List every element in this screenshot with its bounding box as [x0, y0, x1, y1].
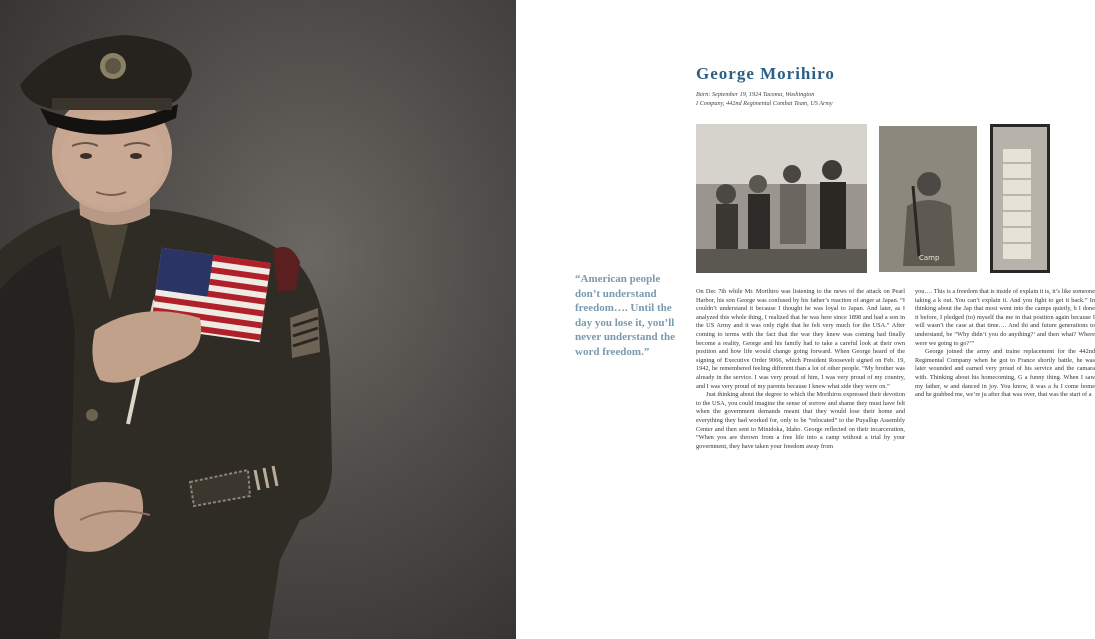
paragraph: you…. This is a freedom that is inside of explain it is, it’s like someone taking a k out. You can’t explain it. And you fight to get it back.” In thinking about the Jap that most went into the camps quietly, h I done it before, I pledged (to) myself tha me in that position again because I will wasn’t the case at that time…. And thi and future generations to understand, be “Why didn’t you do anything?’ and then what? Where were we going to go?’” — [915, 288, 1095, 347]
paragraph: Just thinking about the degree to which the Morihiros expressed their devotion to the USA, you could imagine the sense of sorrow and shame they must have felt when the government demands meant that they would lose their home and everything they had worked for, only to be “relocated” to the Puyallup Assembly Center and then sent to Minidoka, Idaho. George reflected on their incarceration, “When you are thrown from a free life into a camp without a trial by your government, they have taken your freedom away from — [696, 391, 905, 450]
right-page-article — [516, 0, 1095, 639]
birth-info: Born: September 19, 1924 Tacoma, Washington — [696, 91, 815, 98]
oval-photo-caption: Camp — [919, 254, 940, 262]
body-column-2 — [915, 288, 1095, 498]
page-title — [696, 64, 835, 84]
body-column-1 — [696, 288, 905, 636]
pull-quote: “American people don’t understand freedom…. Until the day you lose it, you’ll never understand the word freedom.” — [575, 273, 676, 358]
paragraph: George joined the army and traine replacement for the 442nd Regimental Company when he got to France shortly battle, he was later wounded and earned very proud of his service and the camara with. Thinking about his homecoming, G a funny thing. When I saw my father, w and danced in joy. You know, it was a fu I come home and he grabbed me, we’re ju after that was over, that was the start of a — [915, 348, 1095, 399]
group-photo — [696, 124, 867, 273]
unit-info: I Company, 442nd Regimental Combat Team, US Army — [696, 100, 833, 107]
oval-soldier-photo — [879, 126, 977, 272]
left-page-portrait — [0, 0, 516, 639]
tower-photo — [990, 124, 1050, 273]
title-last-name: Morihiro — [760, 64, 835, 83]
veteran-portrait-illustration — [0, 0, 516, 639]
subject-info — [696, 90, 833, 108]
title-first-name: George — [696, 64, 761, 83]
paragraph: On Dec 7th while Mr. Morihiro was listening to the news of the attack on Pearl Harbor, his son George was confused by his father’s reaction of anger at Japan. “I couldn’t understand it because I thought he was loyal to Japan. And later, as I analyzed this whole thing, I realized that he was here since 1898 and had a son in the US Army and it was only right that he felt very much for the USA.” After coming to terms with the fact that the war they knew was coming had finally become a reality, George and his family had to take a careful look at their own position and how life would change going forward. When George heard of the signing of Executive Order 9066, which President Roosevelt signed on Feb. 19, 1942, he remembered feeling different than a lot of other people. “My brother was already in the service. I was very proud of him, I was very proud of my country, and I was very proud of my parents because I knew what side they were on.” — [696, 288, 905, 390]
